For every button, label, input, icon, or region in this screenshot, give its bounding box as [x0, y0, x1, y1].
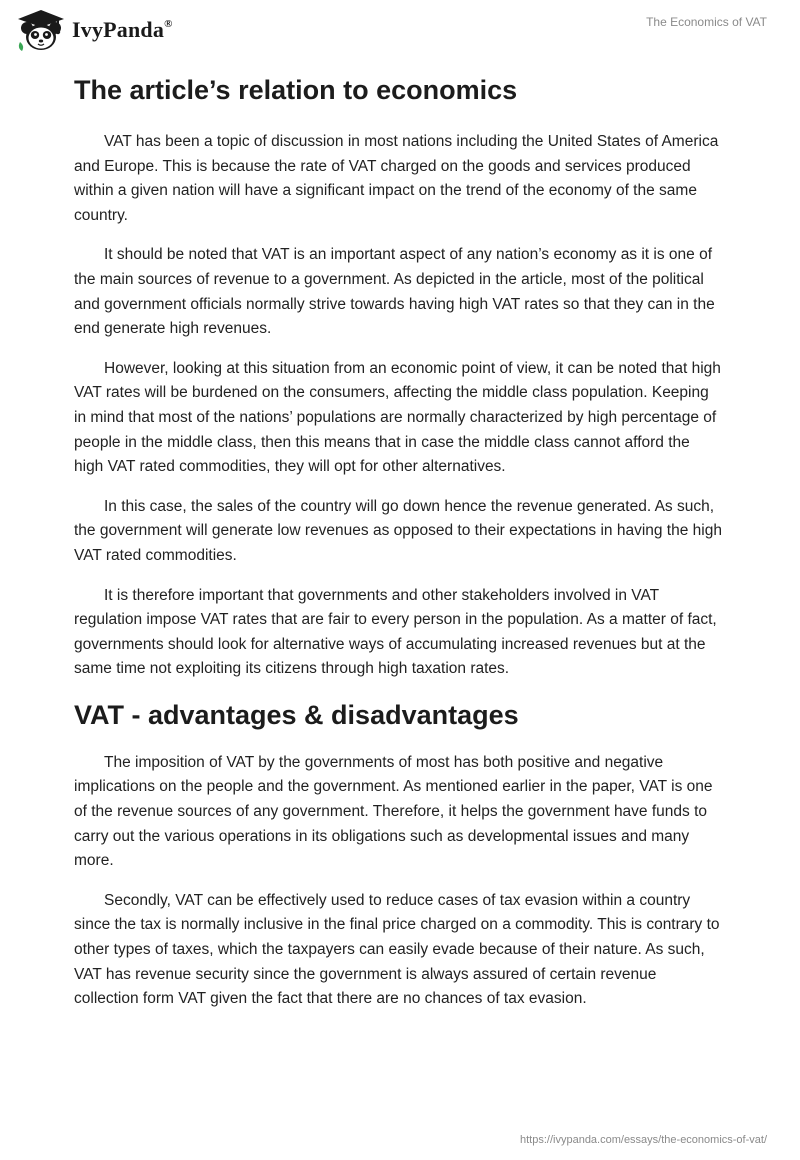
paragraph: However, looking at this situation from an economic point of view, it can be noted that high VAT rates will be burdened on the consumers, affecting the middle class population. Keeping in mind that most of the nations’ populations are normally characterized by high percentage of people in the middle class, then this means that in case the middle class cannot afford the high VAT rated commodities, they will opt for other alternatives. — [74, 359, 721, 476]
paragraph: VAT has been a topic of discussion in most nations including the United States of America and Europe. This is because the rate of VAT charged on the goods and services produced within a given nation will have a significant impact on the trend of the economy of the same country. — [74, 133, 719, 224]
panda-graduate-icon — [16, 8, 66, 52]
paragraph: Secondly, VAT can be effectively used to reduce cases of tax evasion within a country since the tax is normally inclusive in the final price charged on a commodity. This is contrary to other types of taxes, which the taxpayers can easily evade because of their nature. As such, VAT has revenue security since the government is always assured of certain revenue collection form VAT given the fact that there are no chances of tax evasion. — [74, 891, 720, 1008]
page-header — [0, 0, 800, 64]
paragraph: The imposition of VAT by the governments of most has both positive and negative implications on the people and the government. As mentioned earlier in the paper, VAT is one of the revenue sources of any government. Therefore, it helps the government have funds to carry out the various operations in its obligations such as developmental issues and many more. — [74, 753, 713, 870]
section-heading: VAT - advantages & disadvantages — [74, 699, 519, 730]
document-title: The Economics of VAT — [646, 15, 767, 29]
ivypanda-logo[interactable] — [16, 8, 173, 52]
source-url-link[interactable]: https://ivypanda.com/essays/the-economics-of-vat/ — [520, 1134, 767, 1146]
paragraph: It should be noted that VAT is an important aspect of any nation’s economy as it is one of the main sources of revenue to a government. As depicted in the article, most of the political and government officials normally strive towards having high VAT rates so that they can in the end generate high revenues. — [74, 246, 715, 338]
essay-content — [74, 72, 722, 1027]
brand-name: IvyPanda® — [72, 17, 173, 42]
paragraph: It is therefore important that governments and other stakeholders involved in VAT regulation impose VAT rates that are fair to every person in the population. As a matter of fact, governments should look for alternative ways of accumulating increased revenues but at the same time not exploiting its citizens through high taxation rates. — [74, 586, 717, 678]
paragraph: In this case, the sales of the country will go down hence the revenue generated. As such, the government will generate low revenues as opposed to their expectations in having the high VAT rated commodities. — [74, 497, 722, 564]
section-heading: The article’s relation to economics — [74, 75, 518, 105]
registered-mark: ® — [164, 17, 173, 30]
